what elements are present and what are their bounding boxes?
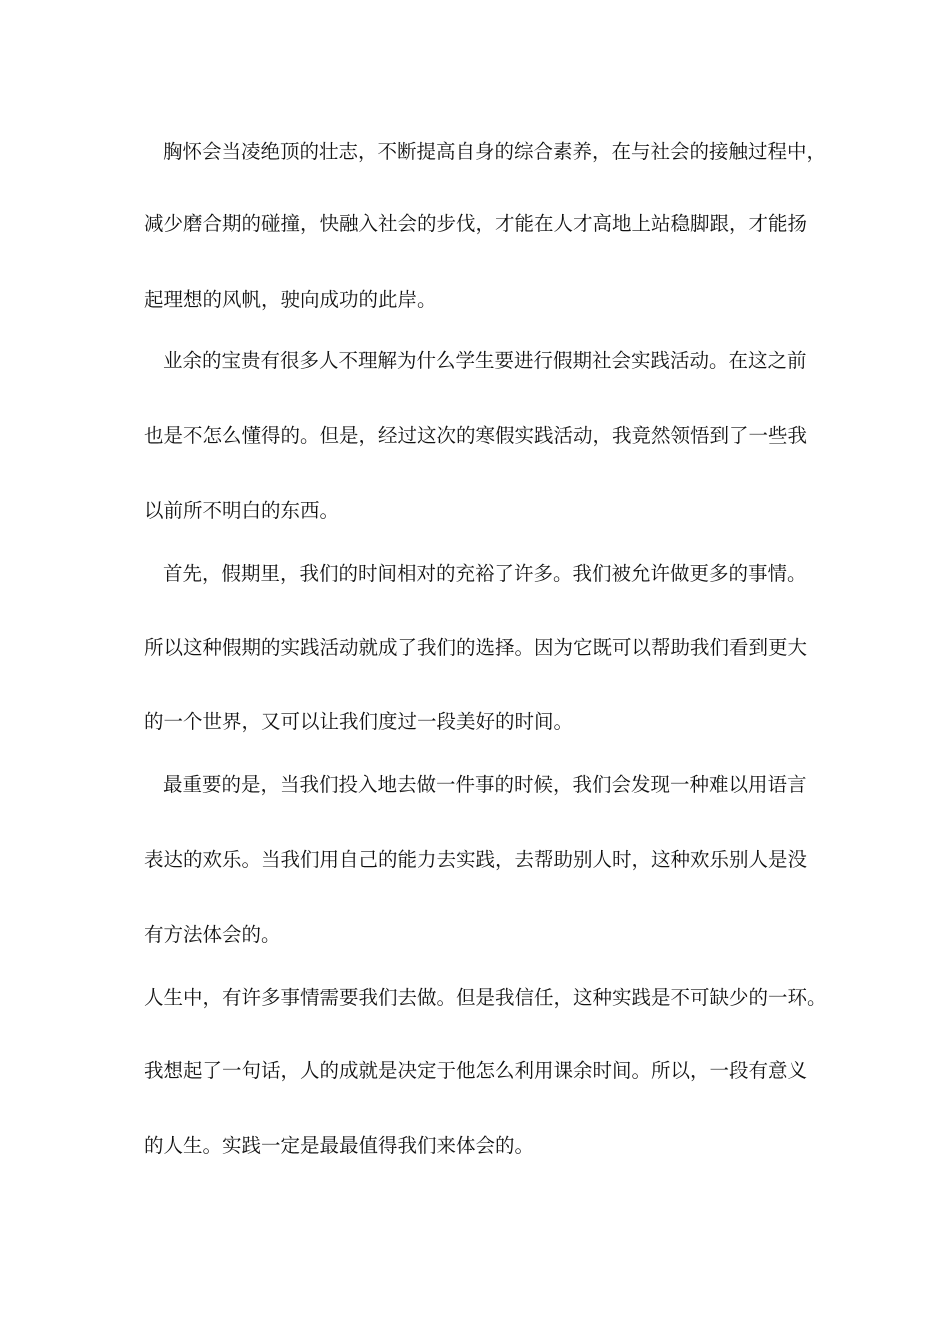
paragraph-3-line-3: 的一个世界，又可以让我们度过一段美好的时间。 (144, 710, 574, 733)
paragraph-5-line-1: 人生中，有许多事情需要我们去做。但是我信任，这种实践是不可缺少的一环。 (144, 986, 827, 1009)
paragraph-1-line-1: 胸怀会当凌绝顶的壮志，不断提高自身的综合素养，在与社会的接触过程中， (163, 140, 827, 163)
paragraph-3-line-1: 首先，假期里，我们的时间相对的充裕了许多。我们被允许做更多的事情。 (163, 562, 807, 585)
paragraph-1-line-3: 起理想的风帆，驶向成功的此岸。 (144, 288, 437, 311)
paragraph-2-line-3: 以前所不明白的东西。 (144, 499, 340, 522)
paragraph-5-line-3: 的人生。实践一定是最最值得我们来体会的。 (144, 1134, 535, 1157)
paragraph-3-line-2: 所以这种假期的实践活动就成了我们的选择。因为它既可以帮助我们看到更大 (144, 636, 808, 659)
paragraph-2-line-2: 也是不怎么懂得的。但是，经过这次的寒假实践活动，我竟然领悟到了一些我 (144, 424, 808, 447)
paragraph-5-line-2: 我想起了一句话，人的成就是决定于他怎么利用课余时间。所以，一段有意义 (144, 1059, 808, 1082)
paragraph-4-line-1: 最重要的是，当我们投入地去做一件事的时候，我们会发现一种难以用语言 (163, 773, 807, 796)
paragraph-2-line-1: 业余的宝贵有很多人不理解为什么学生要进行假期社会实践活动。在这之前 (163, 349, 807, 372)
paragraph-1-line-2: 减少磨合期的碰撞，快融入社会的步伐，才能在人才高地上站稳脚跟，才能扬 (144, 212, 808, 235)
paragraph-4-line-3: 有方法体会的。 (144, 923, 281, 946)
paragraph-4-line-2: 表达的欢乐。当我们用自己的能力去实践，去帮助别人时，这种欢乐别人是没 (144, 848, 808, 871)
